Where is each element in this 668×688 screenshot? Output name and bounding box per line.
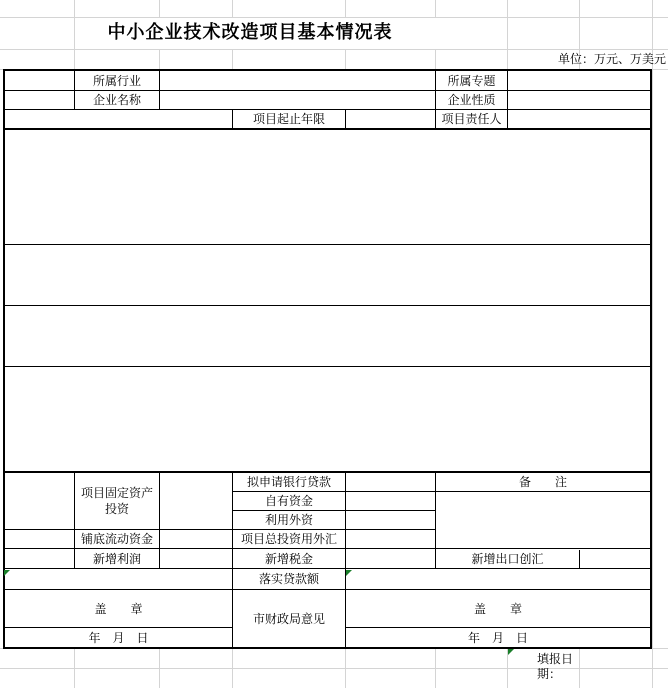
total-fx-value-cell[interactable]: [346, 530, 435, 548]
responsible-value-cell[interactable]: [508, 110, 650, 128]
tax-label: 新增税金: [264, 551, 313, 566]
bank-loan-value-cell[interactable]: [346, 473, 435, 491]
working-capital-value-cell[interactable]: [160, 530, 232, 548]
topic-label: 所属专题: [447, 73, 496, 88]
total-fx-label: 项目总投资用外汇: [240, 532, 337, 546]
fill-date-label: 填报日期：: [537, 652, 574, 681]
fixed-asset-label: 项目固定资产投资: [80, 486, 153, 516]
bank-loan-label: 拟申请银行贷款: [246, 475, 331, 489]
own-funds-label: 自有资金: [264, 494, 313, 508]
sheet-title: 中小企业技术改造项目基本情况表: [107, 22, 393, 43]
working-capital-label: 铺底流动资金: [80, 532, 153, 546]
period-label: 项目起止年限: [252, 112, 325, 126]
topic-value-cell[interactable]: [508, 71, 650, 90]
date-left: 年 月 日: [88, 630, 149, 645]
description-block-4[interactable]: [5, 367, 650, 471]
loan-implemented-value-cell[interactable]: [346, 569, 650, 589]
remarks-value-cell[interactable]: [436, 492, 650, 548]
industry-value-cell[interactable]: [160, 71, 435, 90]
error-marker-icon: [508, 649, 514, 655]
error-marker-icon: [4, 570, 10, 576]
tax-value-cell[interactable]: [346, 549, 435, 568]
description-block-3[interactable]: [5, 306, 650, 366]
period-value-cell[interactable]: [346, 110, 435, 128]
foreign-capital-label: 利用外资: [264, 513, 313, 527]
profit-label: 新增利润: [92, 551, 141, 566]
export-label: 新增出口创汇: [471, 551, 544, 566]
error-marker-icon: [346, 570, 352, 576]
seal-right: 盖 章: [473, 601, 522, 616]
loan-implemented-label: 落实贷款额: [258, 572, 319, 586]
unit-note: 单位：万元、万美元: [557, 52, 666, 66]
foreign-capital-value-cell[interactable]: [346, 511, 435, 529]
fixed-asset-value-cell[interactable]: [160, 473, 232, 529]
company-label: 企业名称: [92, 93, 141, 107]
nature-label: 企业性质: [447, 93, 496, 107]
nature-value-cell[interactable]: [508, 91, 650, 109]
finance-opinion-label: 市财政局意见: [252, 611, 325, 626]
company-value-cell[interactable]: [160, 91, 435, 109]
remarks-label: 备 注: [518, 475, 567, 489]
industry-label: 所属行业: [92, 73, 141, 88]
seal-left: 盖 章: [94, 601, 143, 616]
export-value-cell[interactable]: [580, 549, 650, 568]
date-right: 年 月 日: [467, 630, 528, 645]
profit-value-cell[interactable]: [160, 549, 232, 568]
description-block-2[interactable]: [5, 245, 650, 305]
own-funds-value-cell[interactable]: [346, 492, 435, 510]
description-block-1[interactable]: [5, 130, 650, 244]
responsible-label: 项目责任人: [441, 112, 502, 126]
